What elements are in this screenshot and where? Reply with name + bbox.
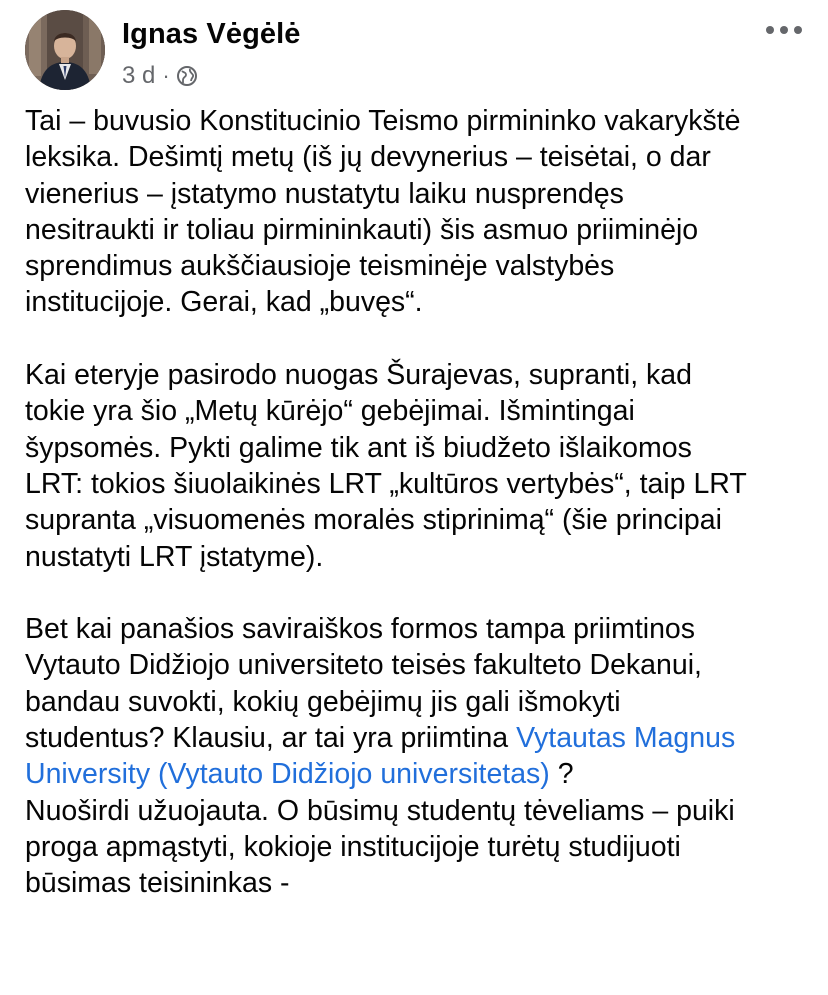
post-text bbox=[25, 103, 815, 902]
text-line: Vytauto Didžiojo universiteto teisės fakulteto Dekanui, bbox=[25, 649, 702, 682]
text-line: bandau suvokti, kokių gebėjimų jis gali išmokyti bbox=[25, 685, 621, 718]
page-mention-link[interactable]: Vytautas Magnus bbox=[516, 722, 736, 755]
globe-icon[interactable] bbox=[176, 65, 198, 87]
paragraph-gap bbox=[25, 321, 815, 357]
meta-separator: · bbox=[162, 63, 170, 88]
text-line: LRT: tokios šiuolaikinės LRT „kultūros vertybės“, taip LRT bbox=[25, 467, 747, 500]
post-meta bbox=[122, 62, 198, 90]
text-line: nesitraukti ir toliau pirmininkauti) šis asmuo priiminėjo bbox=[25, 213, 699, 246]
paragraph-1 bbox=[25, 103, 815, 321]
text-line: supranta „visuomenės moralės stiprinimą“ (šie principai bbox=[25, 504, 722, 537]
text-line: proga apmąstyti, kokioje institucijoje turėtų studijuoti bbox=[25, 830, 681, 863]
page-mention-link[interactable]: University (Vytauto Didžiojo universitetas) bbox=[25, 758, 550, 791]
more-options-button[interactable] bbox=[762, 16, 806, 44]
avatar[interactable] bbox=[25, 10, 105, 90]
text-line: Kai eteryje pasirodo nuogas Šurajevas, supranti, kad bbox=[25, 359, 692, 392]
text-line: sprendimus aukščiausioje teisminėje valstybės bbox=[25, 250, 615, 283]
text-line bbox=[25, 720, 815, 756]
text-line: Bet kai panašios saviraiškos formos tampa priimtinos bbox=[25, 613, 696, 646]
text-line: šypsomės. Pykti galime tik ant iš biudžeto išlaikomos bbox=[25, 431, 692, 464]
text-line: institucijoje. Gerai, kad „buvęs“. bbox=[25, 286, 423, 319]
post-header bbox=[0, 0, 828, 100]
mention-suffix-text: ? bbox=[549, 758, 574, 791]
text-line bbox=[25, 756, 815, 792]
text-line: leksika. Dešimtį metų (iš jų devynerius – teisėtai, o dar bbox=[25, 141, 711, 174]
text-line: nustatyti LRT įstatyme). bbox=[25, 540, 324, 573]
paragraph-2 bbox=[25, 357, 815, 575]
avatar-photo bbox=[25, 10, 105, 90]
paragraph-3 bbox=[25, 611, 815, 901]
author-name[interactable]: Ignas Vėgėlė bbox=[122, 18, 301, 50]
text-line: tokie yra šio „Metų kūrėjo“ gebėjimai. Išmintingai bbox=[25, 395, 635, 428]
text-line: būsimas teisininkas - bbox=[25, 867, 290, 900]
text-line: Nuoširdi užuojauta. O būsimų studentų tėveliams – puiki bbox=[25, 794, 735, 827]
more-horizontal-icon bbox=[764, 25, 804, 35]
text-line: vienerius – įstatymo nustatytu laiku nusprendęs bbox=[25, 177, 624, 210]
text-line: Tai – buvusio Konstitucinio Teismo pirmininko vakarykštė bbox=[25, 105, 741, 137]
post-timestamp[interactable]: 3 d bbox=[122, 62, 156, 89]
paragraph-gap bbox=[25, 575, 815, 611]
mention-prefix-text: studentus? Klausiu, ar tai yra priimtina bbox=[25, 722, 517, 755]
